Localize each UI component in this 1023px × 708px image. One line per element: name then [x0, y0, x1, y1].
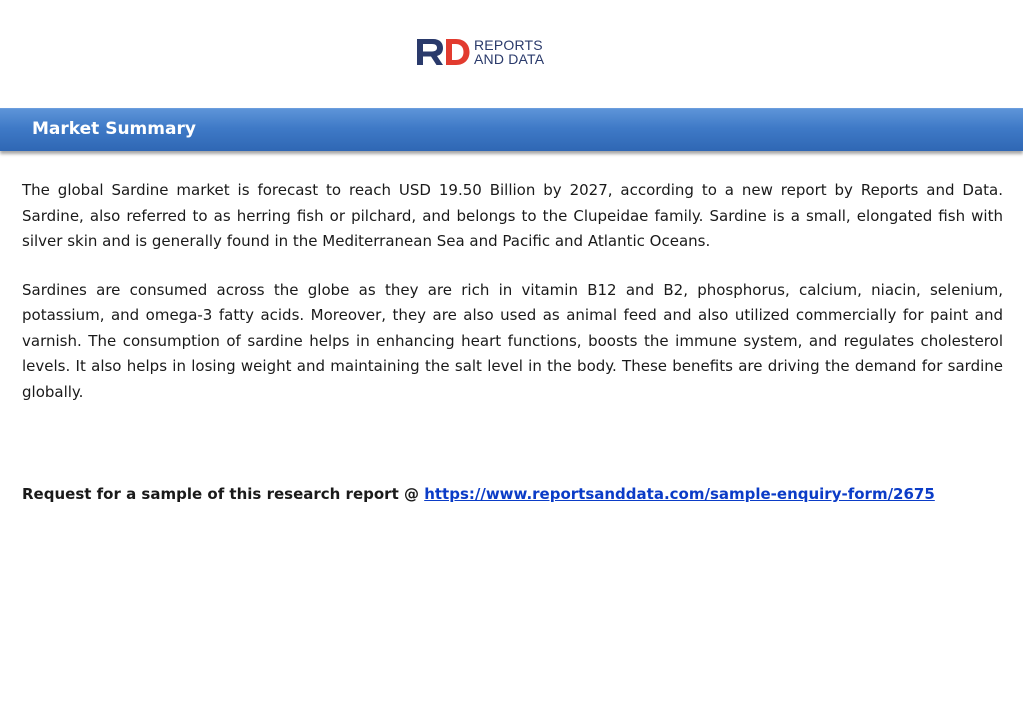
summary-paragraph-1: The global Sardine market is forecast to reach USD 19.50 Billion by 2027, according to a new report by Reports and Data. Sardine, also referred to as herring fish or pilchard, and belongs to the Clupeidae family. Sardine is a small, elongated fish with silver skin and is generally found in the Mediterranean Sea and Pacific and Atlantic Oceans.: [22, 181, 1003, 250]
rd-logo-mark-icon: [416, 37, 471, 67]
market-summary-body: [22, 178, 1003, 405]
sample-request-label: Request for a sample of this research report @: [22, 485, 425, 503]
section-title: Market Summary: [32, 119, 196, 139]
sample-enquiry-link[interactable]: https://www.reportsanddata.com/sample-enquiry-form/2675: [424, 485, 935, 503]
sample-request-line: [22, 482, 1012, 506]
logo-text-reports: REPORTS: [474, 37, 543, 53]
logo-wordmark: [474, 38, 544, 66]
section-banner: [0, 108, 1023, 151]
summary-paragraph-2: Sardines are consumed across the globe as they are rich in vitamin B12 and B2, phosphorus, calcium, niacin, selenium, potassium, and omega-3 fatty acids. Moreover, they are also used as animal feed and also utilized commercially for paint and varnish. The consumption of sardine helps in enhancing heart functions, boosts the immune system, and regulates cholesterol levels. It also helps in losing weight and maintaining the salt level in the body. These benefits are driving the demand for sardine globally.: [22, 280, 1003, 401]
logo-text-and-data: AND DATA: [474, 51, 545, 67]
reports-and-data-logo: [416, 37, 544, 67]
